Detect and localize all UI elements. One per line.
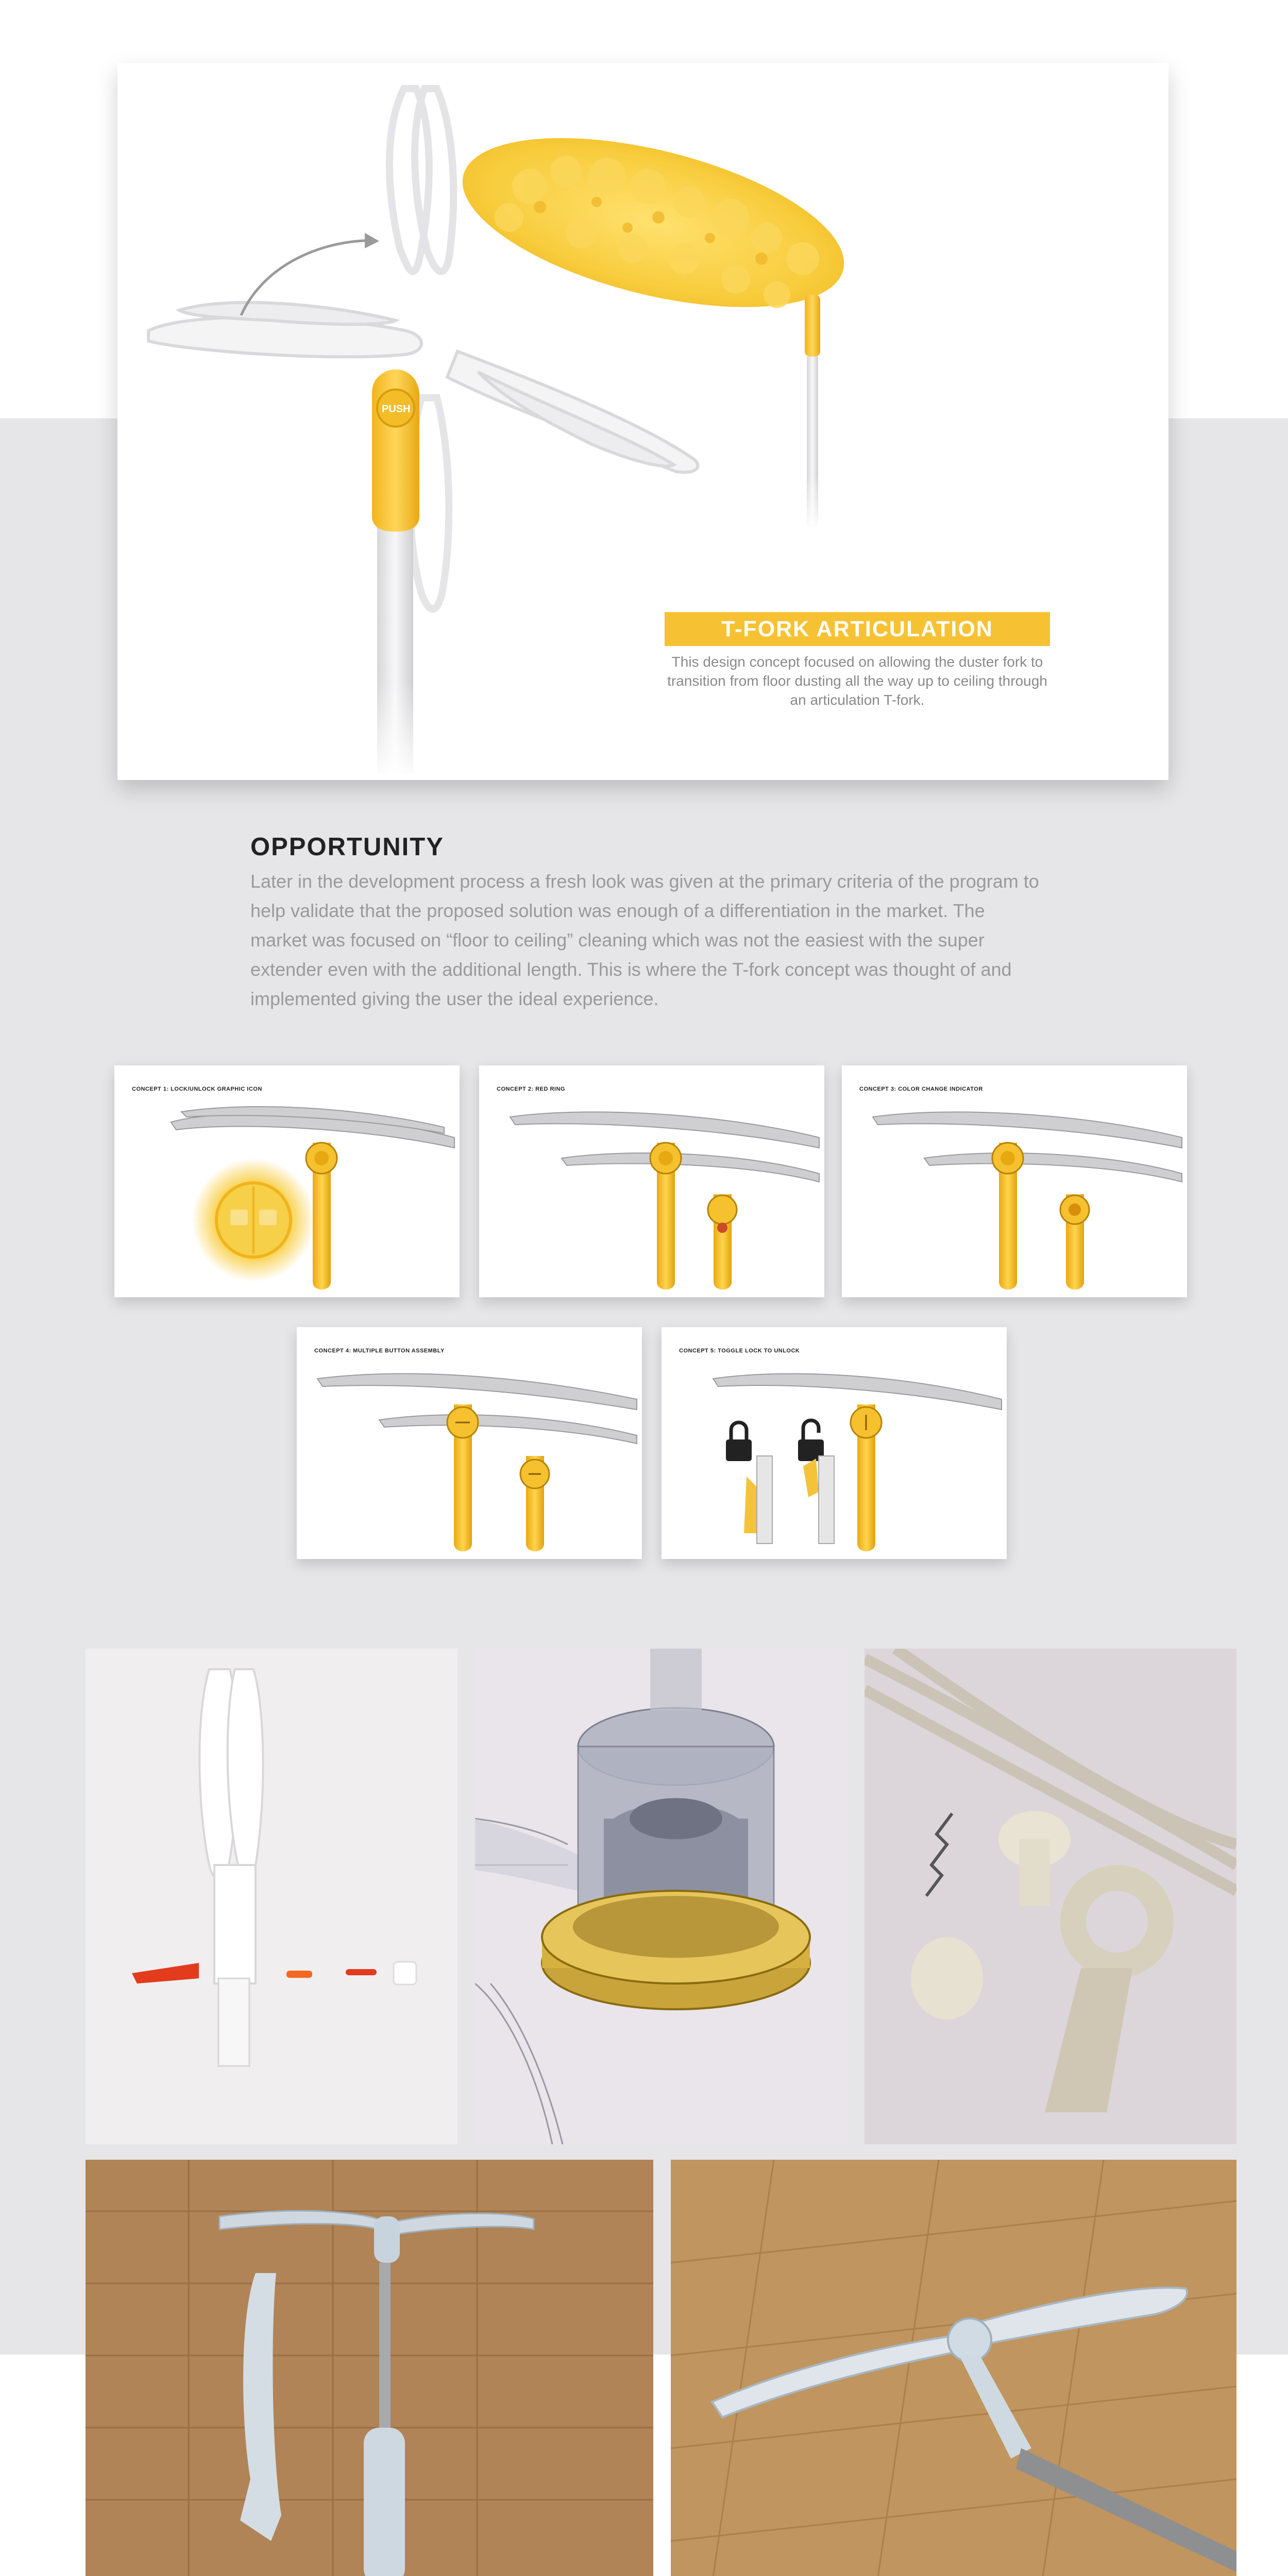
photo-cad-hub-assembly xyxy=(475,1649,847,2144)
concept-card-2 xyxy=(479,1065,824,1297)
push-button-label: PUSH xyxy=(382,403,411,415)
hero-title: T-FORK ARTICULATION xyxy=(665,612,1050,646)
opportunity-body: Later in the development process a fresh look was given at the primary criteria of the program to help validate that the proposed solution was enough of a differentiation in the market. The market was focused on “floor to ceiling” cleaning which was not the easiest with the super extender even with the additional length. This is where the T-fork concept was thought of and implemented giving the user the ideal experience. xyxy=(250,871,1039,1009)
concept-card-5 xyxy=(662,1327,1007,1559)
hero-card xyxy=(117,63,1168,780)
lock-open-icon xyxy=(798,1420,824,1461)
concept-4-label: CONCEPT 4: MULTIPLE BUTTON ASSEMBLY xyxy=(314,1348,445,1354)
photo-prototype-parts xyxy=(86,1649,457,2144)
opportunity-heading: OPPORTUNITY xyxy=(250,833,444,861)
concept-5-illustration xyxy=(662,1327,1007,1559)
photo-t-fork-on-floor-top-view xyxy=(86,2160,653,2576)
concept-3-label: CONCEPT 3: COLOR CHANGE INDICATOR xyxy=(859,1086,983,1092)
concept-4-illustration xyxy=(297,1327,642,1559)
concept-2-illustration xyxy=(479,1065,824,1297)
concept-1-illustration xyxy=(114,1065,460,1297)
concept-card-3 xyxy=(842,1065,1187,1297)
concept-3-illustration xyxy=(842,1065,1187,1297)
concept-1-label: CONCEPT 1: LOCK/UNLOCK GRAPHIC ICON xyxy=(132,1086,262,1092)
concept-5-label: CONCEPT 5: TOGGLE LOCK TO UNLOCK xyxy=(679,1348,800,1354)
lock-closed-icon xyxy=(726,1422,752,1461)
photo-printed-components xyxy=(865,1649,1236,2144)
concept-card-1 xyxy=(114,1065,460,1297)
concept-card-4 xyxy=(297,1327,642,1559)
concept-2-label: CONCEPT 2: RED RING xyxy=(497,1086,565,1092)
hero-description: This design concept focused on allowing the duster fork to transition from floor dusting all the way up to ceiling through an articulation T-fork. xyxy=(667,654,1047,708)
photo-t-fork-on-floor-angled xyxy=(671,2160,1236,2576)
